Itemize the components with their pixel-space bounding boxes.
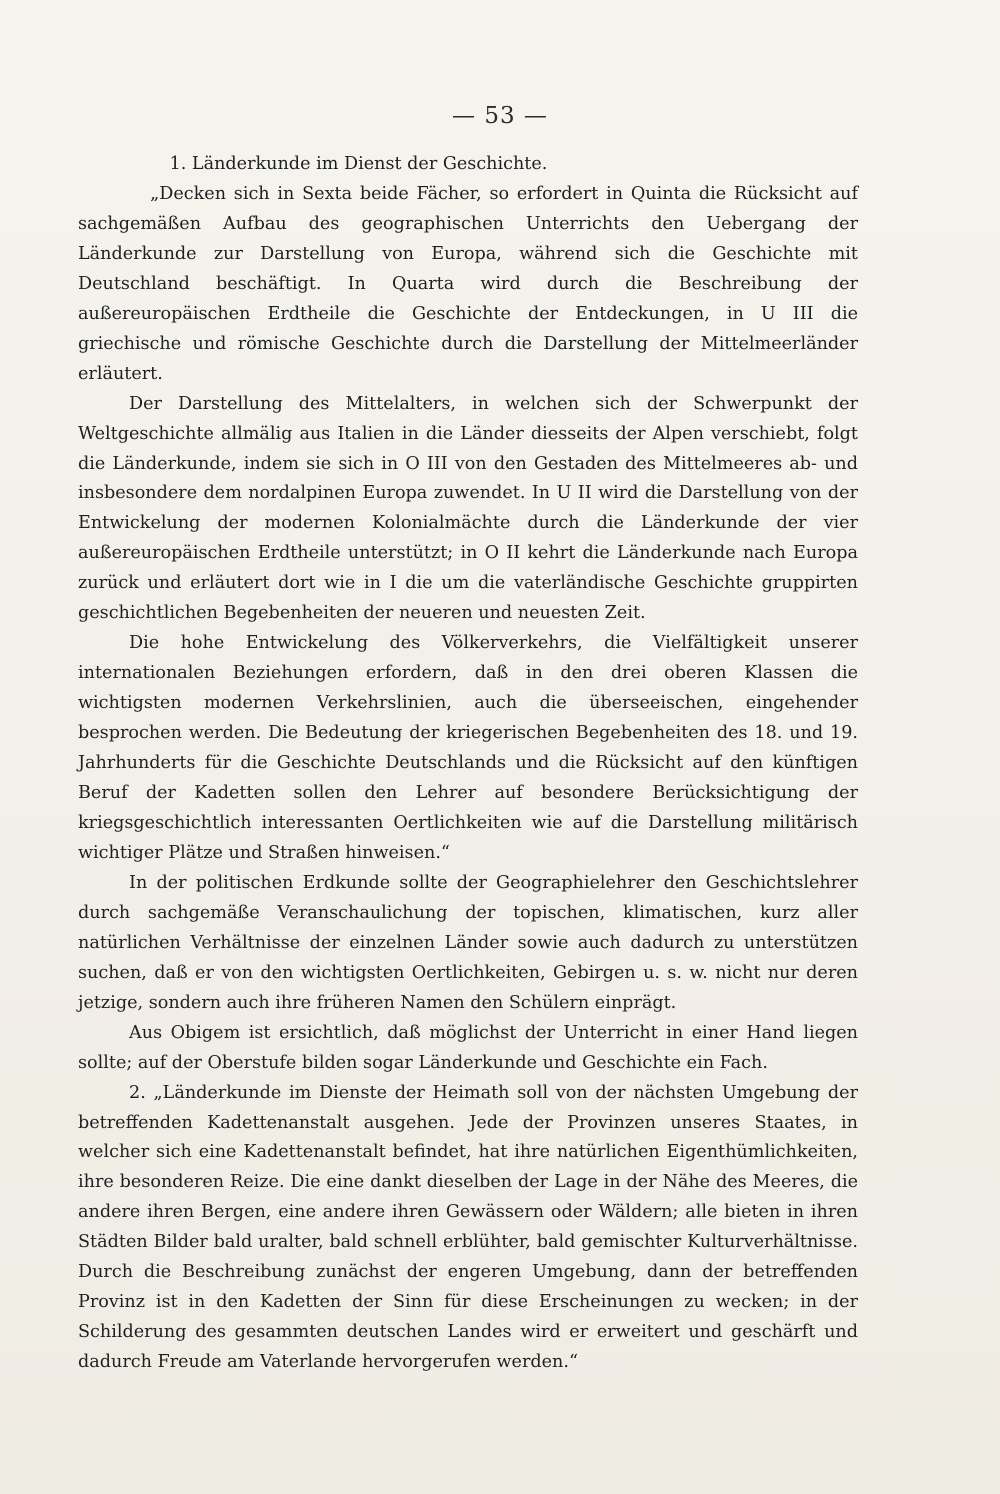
page-number: — 53 — — [452, 103, 548, 129]
paragraph: In der politischen Erdkunde sollte der Geographielehrer den Geschichtslehrer durch sachgemäße Veranschaulichung der topischen, klimatischen, kurz aller natürlichen Verhältnisse der einzelnen Länder sowie auch dadurch zu unterstützen suchen, daß er von den wichtigsten Oertlichkeiten, Gebirgen u. s. w. nicht nur deren jetzige, sondern auch ihre früheren Namen den Schülern einprägt. — [78, 872, 858, 1013]
paragraph: Aus Obigem ist ersichtlich, daß möglichst der Unterricht in einer Hand liegen sollte; auf der Oberstufe bilden sogar Länderkunde und Geschichte ein Fach. — [78, 1022, 858, 1073]
paragraph: Die hohe Entwickelung des Völkerverkehrs, die Vielfältigkeit unserer internationalen Beziehungen erfordern, daß in den drei oberen Klassen die wichtigsten modernen Verkehrslinien, auch die überseeischen, eingehender besprochen werden. Die Bedeutung der kriegerischen Begebenheiten des 18. und 19. Jahrhunderts für die Geschichte Deutschlands und die Rücksicht auf den künftigen Beruf der Kadetten sollen den Lehrer auf besondere Berücksichtigung der kriegsgeschichtlich interessanten Oertlichkeiten wie auf die Darstellung militärisch wichtiger Plätze und Straßen hinweisen.“ — [78, 633, 858, 863]
section-heading: 1. Länderkunde im Dienst der Geschichte. — [169, 154, 548, 174]
paragraph: „Decken sich in Sexta beide Fächer, so erfordert in Quinta die Rücksicht auf sachgemäßen Aufbau des geographischen Unterrichts den Uebergang der Länderkunde zur Darstellung von Europa, während sich die Geschichte mit Deutschland beschäftigt. In Quarta wird durch die Beschreibung der außereuropäischen Erdtheile die Geschichte der Entdeckungen, in U III die griechische und römische Geschichte durch die Darstellung der Mittelmeerländer erläutert. — [78, 183, 858, 384]
body-text — [78, 150, 858, 1378]
paragraph: 2. „Länderkunde im Dienste der Heimath soll von der nächsten Umgebung der betreffenden Kadettenanstalt ausgehen. Jede der Provinzen unseres Staates, in welcher sich eine Kadettenanstalt befindet, hat ihre natürlichen Eigenthümlichkeiten, ihre besonderen Reize. Die eine dankt dieselben der Lage in der Nähe des Meeres, die andere ihren Bergen, eine andere ihren Gewässern oder Wäldern; alle bieten in ihren Städten Bilder bald uralter, bald schnell erblühter, bald gemischter Kulturverhältnisse. Durch die Beschreibung zunächst der engeren Umgebung, dann der betreffenden Provinz ist in den Kadetten der Sinn für diese Erscheinungen zu wecken; in der Schilderung des gesammten deutschen Landes wird er erweitert und geschärft und dadurch Freude am Vaterlande hervorgerufen werden.“ — [78, 1082, 858, 1373]
paragraph: Der Darstellung des Mittelalters, in welchen sich der Schwerpunkt der Weltgeschichte allmälig aus Italien in die Länder diesseits der Alpen verschiebt, folgt die Länderkunde, indem sie sich in O III von den Gestaden des Mittelmeeres ab- und insbesondere dem nordalpinen Europa zuwendet. In U II wird die Darstellung von der Entwickelung der modernen Kolonialmächte durch die Länderkunde der vier außereuropäischen Erdtheile unterstützt; in O II kehrt die Länderkunde nach Europa zurück und erläutert dort wie in I die um die vaterländische Geschichte gruppirten geschichtlichen Begebenheiten der neueren und neuesten Zeit. — [78, 393, 858, 624]
